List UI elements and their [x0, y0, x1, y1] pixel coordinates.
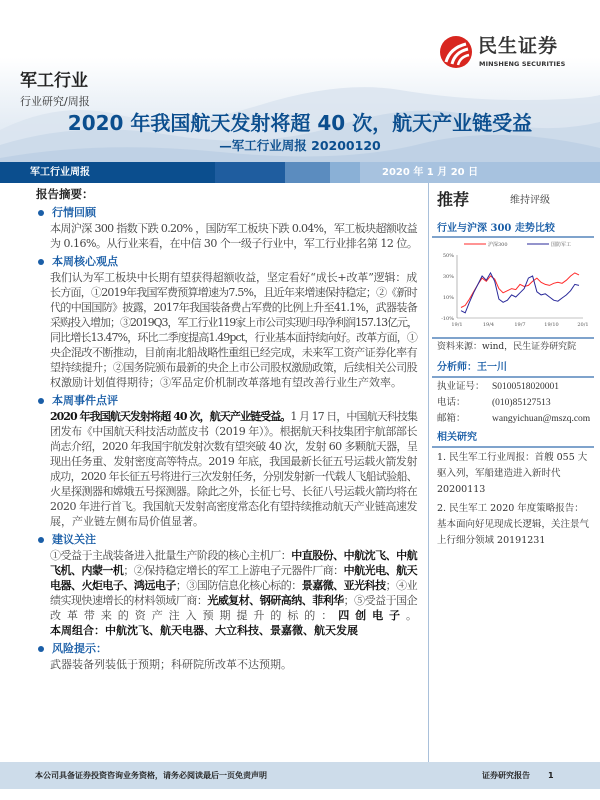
text-line	[50, 608, 417, 623]
text-segment: 同比增长13.47%，环比二季度提高1.49pct，行业基本面持续向好。改革方面，①	[50, 331, 417, 344]
x-tick-label: 19/1	[451, 322, 463, 328]
report-title: 2020 年我国航天发射将超 40 次，航天产业链受益	[67, 111, 533, 135]
text-line	[50, 623, 417, 638]
bullet-icon	[38, 537, 44, 543]
footer-doc-type: 证券研究报告	[482, 771, 530, 780]
text-line	[50, 285, 417, 300]
text-line	[50, 221, 417, 236]
section-title: 风险提示：	[52, 642, 107, 655]
text-segment: 展，产业链左侧布局价值显著。	[50, 515, 204, 528]
emphasis-text: 中直股份、中航沈飞、中航	[291, 549, 417, 562]
section-paragraph	[50, 657, 417, 672]
bullet-icon	[38, 398, 44, 404]
chart-title: 行业与沪深 300 走势比较	[437, 223, 555, 234]
emphasis-text: 中航光电、航天	[343, 564, 417, 577]
text-segment: 成功，2020 年长征五号将进行三次发射任务，分别发射新一代载人飞船试验船、	[50, 470, 417, 483]
text-line	[50, 315, 417, 330]
legend-label: 国防军工	[551, 242, 572, 248]
y-tick-label: -10%	[441, 316, 454, 322]
brand-logo	[440, 36, 600, 76]
text-segment: 1 月 17 日，中国航天科技集	[290, 410, 417, 423]
rating-note: 维持评级	[510, 195, 550, 206]
text-segment: ；④业	[385, 579, 417, 592]
report-date: 2020 年 1 月 20 日	[382, 167, 479, 178]
y-tick-label: 30%	[442, 274, 454, 280]
emphasis-text: 景嘉微、亚光科技	[301, 579, 386, 592]
section-heading	[38, 532, 420, 548]
section-paragraph	[50, 270, 417, 390]
text-segment: ；⑤受益于国企	[343, 594, 417, 607]
y-tick-label: 50%	[442, 253, 454, 259]
field-label: 执业证号：	[437, 381, 485, 392]
x-tick-label: 19/7	[514, 322, 526, 328]
text-segment: 权激励计划值得期待；③军品定价机制改革落地有望改善行业生产效率。	[50, 376, 402, 389]
text-line	[50, 270, 417, 285]
text-line	[50, 578, 417, 593]
divider	[432, 376, 594, 378]
section-paragraph	[50, 409, 417, 529]
footer-disclaimer: 本公司具备证券投资咨询业务资格，请务必阅读最后一页免责声明	[35, 771, 267, 780]
series-line-csi300	[461, 273, 579, 308]
band-label: 军工行业周报	[30, 167, 90, 178]
text-line	[50, 424, 417, 439]
section-paragraph	[50, 548, 417, 638]
text-segment: ①受益于主战装备进入批量生产阶段的核心主机厂：	[50, 549, 292, 562]
text-line	[50, 469, 417, 484]
x-tick-label: 19/10	[544, 322, 559, 328]
trend-chart	[432, 238, 594, 335]
text-line	[50, 345, 417, 360]
logo-text: 民生证券	[478, 35, 559, 57]
text-segment: ；③国防信息化核心标的：	[175, 579, 302, 592]
text-segment: 采购投入增加；③2019Q3，军工行业119家上市公司实现归母净利润157.13亿元，	[50, 316, 417, 329]
text-line	[50, 454, 417, 469]
logo-emblem-icon	[440, 36, 472, 68]
header-band	[0, 162, 600, 183]
series-line-defense	[461, 273, 579, 313]
text-segment: 央企混改不断推动，目前南北船战略性重组已经完成，未来军工资产证券化率有	[50, 346, 417, 359]
rating: 推荐	[437, 190, 470, 209]
industry-label: 军工行业	[20, 71, 88, 91]
text-segment: 尚志介绍，2020 年我国宇航发射次数有望突破 40 次，发射 60 多颗航天器，呈	[50, 440, 418, 453]
section-title: 本周事件点评	[52, 394, 118, 407]
email-link[interactable]: wangyichuan@mszq.com	[492, 414, 591, 424]
report-category: 行业研究/周报	[20, 95, 90, 108]
text-segment: 望持续提升；②国务院颁布最新的央企上市公司股权激励政策，后续相关公司股	[50, 361, 417, 374]
emphasis-text: 光威复材、钢研高纳、菲利华	[207, 594, 344, 607]
text-line	[50, 360, 417, 375]
phone-number: (010)85127513	[492, 398, 551, 408]
emphasis-text: 电器、火炬电子、鸿远电子	[50, 579, 176, 592]
related-list	[437, 450, 592, 552]
section-heading	[38, 254, 420, 270]
section-heading	[38, 641, 420, 657]
field-label: 电话：	[437, 397, 466, 408]
section-heading	[38, 393, 420, 409]
x-tick-label: 20/1	[577, 322, 589, 328]
bullet-icon	[38, 646, 44, 652]
text-line	[50, 657, 417, 672]
chart-source: 资料来源：wind，民生证券研究院	[437, 342, 577, 352]
text-line	[50, 514, 417, 529]
text-line	[50, 409, 417, 424]
text-segment: 现出任务重、发射密度高等特点。2019 年底，我国最新长征五号运载火箭发射	[50, 455, 417, 468]
abstract-heading: 报告摘要：	[36, 187, 94, 201]
report-subtitle: —军工行业周报 20200120	[219, 138, 381, 153]
section-title: 本周核心观点	[52, 255, 118, 268]
license-number: S0100518020001	[492, 382, 560, 392]
related-item[interactable]: 1. 民生军工行业周报：首艘 055 大驱入列，军船建造进入新时代 20200113	[437, 452, 588, 495]
text-segment: 。	[406, 609, 418, 622]
text-segment: 长方面，①2019年我国军费预算增速为7.5%，且近年来增速保持稳定；②《新时	[50, 286, 417, 299]
section-heading	[38, 205, 420, 221]
text-line	[50, 563, 417, 578]
text-segment: 2020 年进行首飞。我国航天发射高密度常态化有望持续推动航天产业链高速发	[50, 500, 417, 513]
text-segment: 武器装备列装低于预期；科研院所改革不达预期。	[50, 658, 292, 671]
bullet-icon	[38, 210, 44, 216]
text-line	[50, 499, 417, 514]
emphasis-text: 本周组合：中航沈飞、航天电器、大立科技、景嘉微、航天发展	[50, 624, 358, 637]
emphasis-text: 2020 年我国航天发射将超 40 次，航天产业链受益。	[50, 410, 291, 423]
text-segment: 我们认为军工板块中长期有望获得超额收益，坚定看好“成长+改革”逻辑：成	[50, 271, 417, 284]
field-label: 邮箱：	[437, 413, 466, 424]
related-item[interactable]: 2. 民生军工 2020 年度策略报告：基本面向好见现成长逻辑，关注景气上行细分领域 20191231	[437, 503, 590, 546]
column-divider	[428, 183, 429, 762]
related-title: 相关研究	[437, 432, 477, 443]
text-line	[50, 300, 417, 315]
text-segment: 为 0.16%。从行业来看，在中信 30 个一级子行业中，军工行业排名第 12 位。	[50, 237, 418, 250]
text-line	[50, 375, 417, 390]
text-line	[50, 236, 417, 251]
section-paragraph	[50, 221, 417, 251]
text-segment: 本周沪深 300 指数下跌 0.20% ，国防军工板块下跌 0.04%，军工板块超额收益	[50, 222, 417, 235]
y-tick-label: 10%	[442, 295, 454, 301]
text-segment: 改革带来的资产注入预期提升的标的：	[50, 609, 339, 622]
text-segment: ；②保持稳定增长的军工上游电子元器件厂商：	[123, 564, 344, 577]
bullet-icon	[38, 259, 44, 265]
divider	[432, 337, 594, 339]
x-tick-label: 19/4	[482, 322, 495, 328]
section-title: 行情回顾	[52, 206, 96, 219]
text-segment: 绩实现快速增长的材料领域厂商：	[50, 594, 208, 607]
text-segment: 团发布《中国航天科技活动蓝皮书（2019 年）》。根据航天科技集团宇航部部长	[50, 425, 417, 438]
section-title: 建议关注	[52, 533, 96, 546]
legend-label: 沪深300	[488, 242, 508, 248]
emphasis-text: 四创电子	[338, 609, 407, 622]
divider	[432, 446, 594, 448]
text-line	[50, 330, 417, 345]
logo-english: MINSHENG SECURITIES	[479, 60, 566, 68]
analyst-name: 分析师：王一川	[437, 362, 507, 373]
text-line	[50, 548, 417, 563]
abstract-sections	[36, 186, 420, 672]
page-number: 1	[548, 771, 554, 780]
text-line	[50, 593, 417, 608]
text-line	[50, 484, 417, 499]
emphasis-text: 飞机、内蒙一机	[50, 564, 124, 577]
text-segment: 代的中国国防》披露，2017年我国装备费占军费的比例上升至41.1%，武器装备	[50, 301, 417, 314]
text-line	[50, 439, 417, 454]
text-segment: 火星探测器和嫦娥五号探测器。除此之外，长征七号、长征八号运载火箭均将在	[50, 485, 417, 498]
